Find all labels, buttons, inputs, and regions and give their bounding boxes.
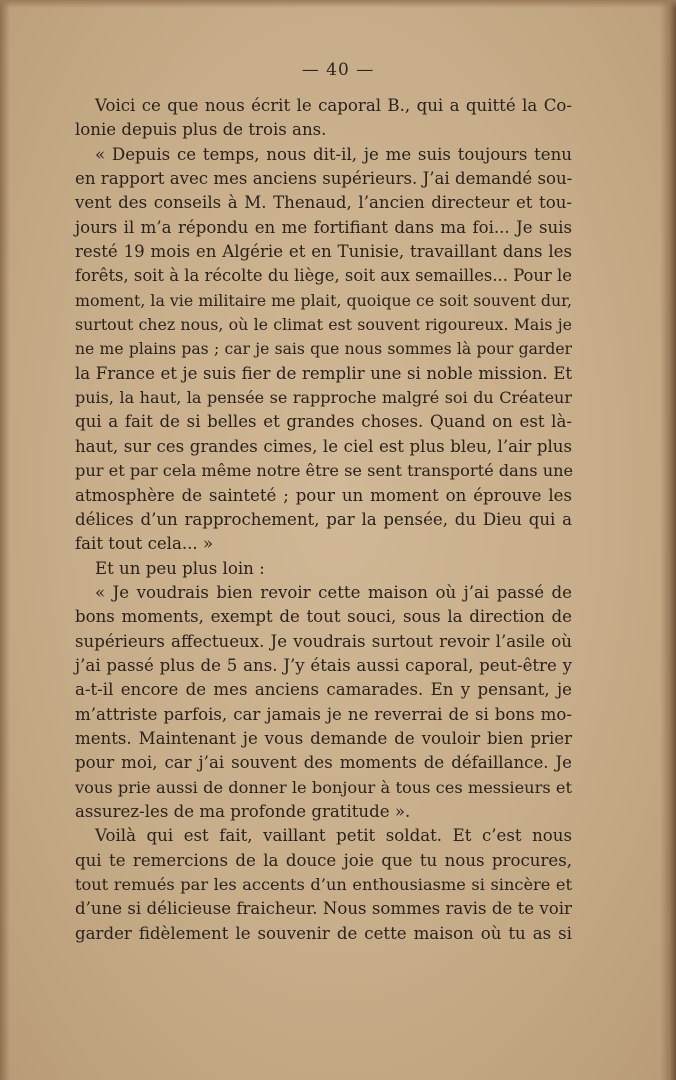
text-line: « Je voudrais bien revoir cette maison où j’ai passé de xyxy=(95,582,572,602)
text-line: atmosphère de sainteté ; pour un moment on éprouve les xyxy=(75,485,572,505)
page-number: — 40 — xyxy=(301,60,375,80)
text-line: supérieurs affectueux. Je voudrais surtout revoir l’asile où xyxy=(75,631,572,651)
text-line: j’ai passé plus de 5 ans. J’y étais aussi caporal, peut-être y xyxy=(75,655,572,675)
text-line: Et un peu plus loin : xyxy=(95,558,265,578)
text-line: assurez-les de ma profonde gratitude ». xyxy=(75,801,411,821)
text-line: « Depuis ce temps, nous dit-il, je me suis toujours tenu xyxy=(95,144,572,164)
text-line: garder fidèlement le souvenir de cette maison où tu as si xyxy=(75,923,572,943)
text-line: m’attriste parfois, car jamais je ne reverrai de si bons mo- xyxy=(75,704,572,724)
text-line: en rapport avec mes anciens supérieurs. J’ai demandé sou- xyxy=(75,169,573,189)
text-line: forêts, soit à la récolte du liège, soit aux semailles... Pour le xyxy=(75,266,572,286)
text-line: surtout chez nous, où le climat est souvent rigoureux. Mais je xyxy=(75,315,572,335)
text-line: ne me plains pas ; car je sais que nous sommes là pour garder xyxy=(75,340,572,359)
text-line: la France et je suis fier de remplir une si noble mission. Et xyxy=(75,363,572,383)
text-line: d’une si délicieuse fraicheur. Nous sommes ravis de te voir xyxy=(75,899,572,919)
text-line: fait tout cela... » xyxy=(75,534,214,554)
body-text xyxy=(75,94,572,946)
text-line: resté 19 mois en Algérie et en Tunisie, travaillant dans les xyxy=(75,242,572,262)
text-line: a-t-il encore de mes anciens camarades. En y pensant, je xyxy=(75,680,572,700)
text-line: haut, sur ces grandes cimes, le ciel est plus bleu, l’air plus xyxy=(75,436,572,456)
text-line: qui te remercions de la douce joie que tu nous procures, xyxy=(75,850,572,870)
text-line: puis, la haut, la pensée se rapproche malgré soi du Créateur xyxy=(75,388,572,408)
text-line: vent des conseils à M. Thenaud, l’ancien directeur et tou- xyxy=(75,193,572,213)
page-edge-top xyxy=(0,0,676,8)
text-line: pur et par cela même notre être se sent transporté dans une xyxy=(75,461,574,481)
text-line: ments. Maintenant je vous demande de vouloir bien prier xyxy=(75,728,572,748)
text-line: qui a fait de si belles et grandes choses. Quand on est là- xyxy=(75,412,572,432)
text-line: bons moments, exempt de tout souci, sous la direction de xyxy=(75,607,572,627)
text-line: jours il m’a répondu en me fortifiant dans ma foi... Je suis xyxy=(75,217,572,237)
text-line: pour moi, car j’ai souvent des moments de défaillance. Je xyxy=(75,753,572,773)
text-line: délices d’un rapprochement, par la pensée, du Dieu qui a xyxy=(75,509,572,529)
text-line: Voilà qui est fait, vaillant petit soldat. Et c’est nous xyxy=(95,826,572,846)
text-line: Voici ce que nous écrit le caporal B., qui a quitté la Co- xyxy=(95,96,572,115)
text-line: moment, la vie militaire me plait, quoique ce soit souvent dur, xyxy=(75,290,572,310)
text-line: vous prie aussi de donner le bonjour à tous ces messieurs et xyxy=(75,777,572,797)
page-edge-left xyxy=(0,0,10,1080)
page-edge-right xyxy=(660,0,676,1080)
text-line: lonie depuis plus de trois ans. xyxy=(75,120,327,140)
text-line: tout remués par les accents d’un enthousiasme si sincère et xyxy=(75,875,572,894)
